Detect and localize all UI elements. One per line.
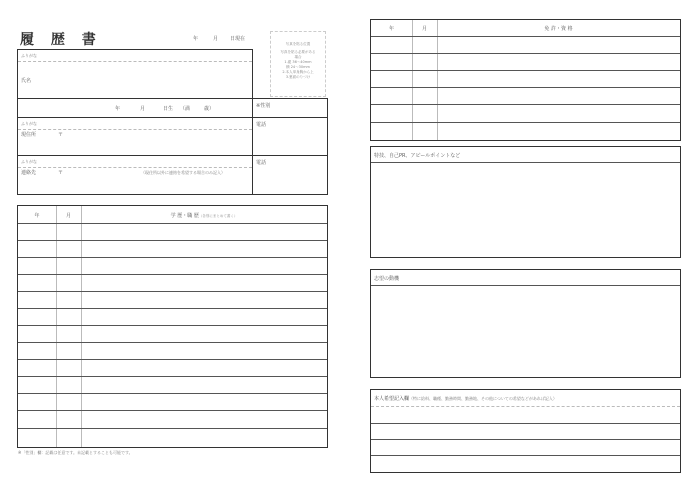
age-close-label: 歳） (204, 106, 215, 112)
address-input[interactable] (66, 130, 252, 155)
birthdate-row[interactable] (17, 98, 253, 118)
address-phone-label: 電話 (256, 122, 267, 128)
photo-instruction: 1.縦 36〜40mm (284, 60, 312, 64)
contact-furigana-label: ふりがな (21, 159, 37, 164)
personal-request-box (370, 389, 681, 473)
license-header-month: 月 (421, 26, 427, 32)
postal-mark: 〒 (58, 170, 64, 176)
contact-input[interactable] (66, 176, 252, 194)
history-row[interactable] (18, 240, 327, 257)
motivation-box (370, 269, 681, 378)
name-label: 氏名 (21, 78, 32, 84)
date-year-label: 年 (193, 36, 199, 42)
license-header-content: 免 許・資 格 (544, 26, 573, 32)
name-furigana-input[interactable] (18, 62, 252, 70)
address-label: 現住所 (21, 132, 37, 138)
history-row[interactable] (18, 274, 327, 291)
age-open-label: （満 (180, 106, 191, 112)
contact-phone-label: 電話 (256, 160, 267, 166)
history-row[interactable] (18, 428, 327, 446)
motivation-textarea[interactable] (371, 286, 680, 377)
name-input[interactable] (38, 70, 252, 98)
request-row[interactable] (371, 439, 680, 455)
address-furigana-label: ふりがな (21, 121, 37, 126)
history-row[interactable] (18, 325, 327, 342)
contact-phone-box[interactable] (252, 155, 328, 195)
history-header-month: 月 (65, 213, 71, 219)
self-pr-box (370, 146, 681, 258)
history-row[interactable] (18, 291, 327, 308)
license-row[interactable] (371, 70, 680, 87)
license-row[interactable] (371, 87, 680, 104)
birth-month-label: 月 (140, 106, 146, 112)
history-header-year: 年 (34, 213, 40, 219)
history-row[interactable] (18, 342, 327, 359)
request-row[interactable] (371, 423, 680, 439)
license-row[interactable] (371, 122, 680, 139)
gender-label: ※性別 (256, 103, 271, 109)
history-header-content: 学 歴・職 歴 (170, 213, 199, 219)
history-row[interactable] (18, 223, 327, 240)
history-row[interactable] (18, 393, 327, 410)
education-work-history-table (17, 205, 328, 448)
name-box (17, 49, 253, 99)
gender-footnote: ※「性別」欄：記載は任意です。未記載とすることも可能です。 (18, 450, 133, 455)
history-row[interactable] (18, 410, 327, 427)
license-header-year: 年 (388, 26, 394, 32)
photo-instruction: 場合 (294, 55, 302, 59)
self-pr-label: 特技、自己PR、アピールポイントなど (374, 153, 461, 159)
date-day-label: 日現在 (230, 36, 246, 42)
request-note: （特に給料、職種、勤務時間、勤務地、その他についての希望などがあれば記入） (409, 396, 557, 401)
contact-note: （現住所以外に連絡を希望する場合のみ記入） (141, 170, 225, 175)
request-row[interactable] (371, 407, 680, 423)
license-row[interactable] (371, 36, 680, 53)
address-phone-box[interactable] (252, 117, 328, 156)
history-row[interactable] (18, 376, 327, 393)
contact-label: 連絡先 (21, 170, 37, 176)
license-row[interactable] (371, 104, 680, 121)
history-row[interactable] (18, 308, 327, 325)
photo-instruction: 2.本人単身胸から上 (282, 70, 314, 74)
self-pr-textarea[interactable] (371, 163, 680, 257)
birth-day-label: 日生 (163, 106, 174, 112)
birth-year-label: 年 (115, 106, 121, 112)
photo-heading: 写真を貼る位置 (285, 42, 311, 46)
gender-box[interactable] (252, 98, 328, 118)
date-month-label: 月 (213, 36, 219, 42)
history-row[interactable] (18, 359, 327, 376)
contact-box (17, 155, 253, 195)
photo-instruction: 3.裏面のりづけ (285, 75, 311, 79)
photo-instruction: 横 24〜30mm (286, 65, 310, 69)
document-title: 履 歴 書 (20, 32, 102, 48)
address-box (17, 117, 253, 156)
history-row[interactable] (18, 257, 327, 274)
request-row[interactable] (371, 455, 680, 472)
name-furigana-label: ふりがな (21, 53, 37, 58)
request-label: 本人希望記入欄 (374, 396, 410, 402)
postal-mark: 〒 (58, 132, 64, 138)
photo-instruction: 写真を貼る必要がある (280, 50, 316, 54)
motivation-label: 志望の動機 (374, 276, 400, 282)
license-qualification-table (370, 19, 681, 141)
photo-placeholder[interactable] (270, 31, 326, 97)
history-header-note: （各別にまとめて書く） (198, 214, 238, 218)
license-row[interactable] (371, 53, 680, 70)
